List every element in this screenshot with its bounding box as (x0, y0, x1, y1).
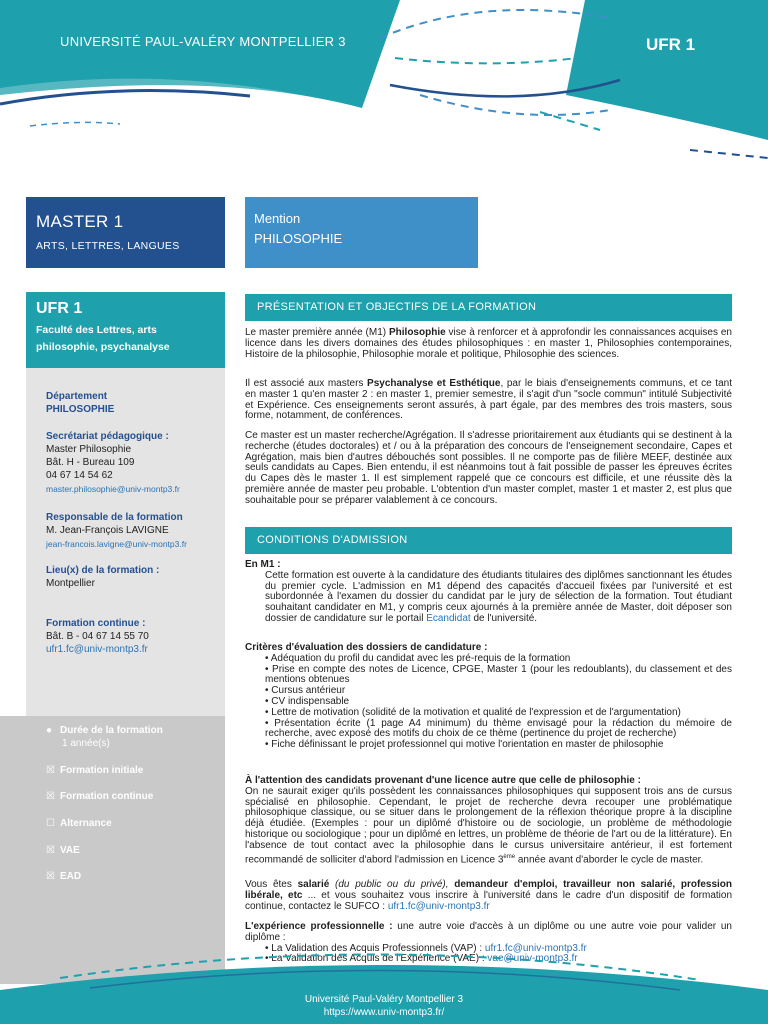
fc-email-link[interactable]: ufr1.fc@univ-montp3.fr (46, 644, 148, 655)
footer-website-link[interactable]: https://www.univ-montp3.fr/ (323, 1007, 445, 1018)
option-label: EAD (60, 871, 82, 882)
vae-email-link[interactable]: vae@univ-montp3.fr (487, 953, 578, 965)
secretariat-name: Master Philosophie (46, 444, 132, 455)
fc-label: Formation continue : (46, 618, 146, 629)
admission-other-licence: À l'attention des candidats provenant d'une licence autre que celle de philosophie : On ne saurait exiger qu'ils possèdent les connaissances philosophiques qui supposent trois ans de cursus spécialisé en philosophie. Cependant, le projet de recherche devra recouper une problématique philosophique classique, ou se situer dans le prolongement de la réflexion théorique propre à la discipline déjà étudiée. (Exemples : pour un diplômé d'histoire ou de sociologie, un problème de méthodologie historique ou sociologique ; pour un diplômé en lettres, un problème de théorie de l'art ou de la littérature). En l'absence de tout contact avec la philosophie dans le cursus universitaire antérieur, il est fortement recommandé de solliciter d'abord l'admission en Licence 3ème année avant d'aborder le cycle de master. (245, 775, 732, 865)
mention-label: Mention (254, 211, 301, 226)
presentation-paragraph-1: Le master première année (M1) Philosophie vise à renforcer et à approfondir les connaissances acquises en licence dans les divers domaines des études philosophiques : en master 1, Philosophies contemporaines, Histoire de la philosophie, Philosophie morale et politique, Philosophie des sciences. (245, 327, 732, 360)
criteria-item: • Présentation écrite (1 page A4 minimum) du thème envisagé pour la rédaction du mémoire de recherche, avec exposé des motifs du choix de ce thème (pertinence du projet de recherche) (265, 717, 732, 740)
option-label: VAE (60, 845, 80, 856)
criteria-item: • Prise en compte des notes de Licence, CPGE, Master 1 (pour les redoublants), du classement et des mentions obtenues (265, 663, 732, 686)
master-subtitle: ARTS, LETTRES, LANGUES (36, 240, 180, 252)
presentation-paragraph-2: Il est associé aux masters Psychanalyse et Esthétique, par le biais d'enseignements communs, et ce tant en master 1 qu'en master 2 : en master 1, premier semestre, il s'agit d'un "socle commun" intitulé Subjectivité et Expérience. Ces enseignements seront assurés, à part égale, par des membres des trois masters, sous forme, notamment, de conférences. (245, 378, 732, 422)
checkbox-checked-icon: ☒ (46, 871, 55, 882)
checkbox-empty-icon: ☐ (46, 818, 55, 829)
secretariat-label: Secrétariat pédagogique : (46, 431, 169, 442)
criteria-item: • Lettre de motivation (solidité de la motivation et qualité de l'expression et de l'argumentation) (265, 706, 681, 718)
master-box (26, 197, 225, 268)
sidebar-info (26, 368, 225, 716)
option-alternance (46, 818, 112, 829)
ufr-faculty: Faculté des Lettres, arts philosophie, psychanalyse (36, 324, 170, 353)
checkbox-checked-icon: ☒ (46, 791, 55, 802)
university-name: UNIVERSITÉ PAUL-VALÉRY MONTPELLIER 3 (60, 34, 346, 49)
admission-heading: CONDITIONS D'ADMISSION (245, 527, 732, 554)
ufr-box (26, 292, 225, 368)
footer-university: Université Paul-Valéry Montpellier 3 (304, 994, 464, 1005)
vap-email-link[interactable]: ufr1.fc@univ-montp3.fr (484, 942, 587, 954)
option-ead (46, 871, 81, 882)
criteria-item: • CV indispensable (265, 695, 350, 707)
mention-name: PHILOSOPHIE (254, 231, 343, 246)
admission-salarie: Vous êtes salarié (du public ou du privé), demandeur d'emploi, travailleur non salarié, profession libérale, etc ... et vous souhaitez vous inscrire à l'université dans le cadre d'un dispositif de formation continue, contactez le SUFCO : ufr1.fc@univ-montp3.fr (245, 879, 733, 912)
presentation-heading: PRÉSENTATION ET OBJECTIFS DE LA FORMATION (245, 294, 732, 321)
secretariat-email-link[interactable]: master.philosophie@univ-montp3.fr (46, 484, 180, 494)
master-title: MASTER 1 (36, 212, 124, 231)
criteria-item: • Adéquation du profil du candidat avec les pré-requis de la formation (265, 652, 571, 664)
duree-value: 1 année(s) (62, 738, 110, 749)
ufr-label: UFR 1 (646, 35, 696, 54)
ecandidat-link[interactable]: Ecandidat (426, 612, 471, 624)
lieu-label: Lieu(x) de la formation : (46, 565, 160, 576)
fc-phone: Bât. B - 04 67 14 55 70 (46, 631, 149, 642)
mention-box (245, 197, 478, 268)
checkbox-checked-icon: ☒ (46, 845, 55, 856)
header-banner (0, 0, 768, 170)
admission-experience: L'expérience professionnelle : une autre voie d'accès à un diplôme ou une autre voie pour valider un diplôme : • La Validation des Acquis Professionnels (VAP) : ufr1.fc@univ-montp3.fr • La Validation des Acquis de l'Expérience (VAE) : vae@univ-montp3.fr (245, 921, 732, 965)
sufco-email-link[interactable]: ufr1.fc@univ-montp3.fr (387, 900, 490, 912)
criteria-item: • Fiche définissant le projet professionnel qui motive l'orientation en master de philosophie (265, 739, 664, 751)
responsable-name: M. Jean-François LAVIGNE (46, 525, 169, 536)
secretariat-phone: 04 67 14 54 62 (46, 470, 113, 481)
presentation-paragraph-3: Ce master est un master recherche/Agrégation. Il s'adresse prioritairement aux étudiants qui se destinent à la recherche (études doctorales) et / ou à la préparation des concours de l'enseignement secondaire, Capes et Agrégation, mais bien d'autres débouchés sont possibles. Il ne comporte pas de filière MEEF, destinée aux seuls candidats au Capes. Bien entendu, il est néanmoins tout à fait possible de passer les épreuves écrites du Capes dès le master 1. Il est simplement rappelé que ce concours est difficile, et une réussite dès la première année de master peu probable. L'obtention d'un master complet, master 1 et master 2, est plus que souhaitable pour se préparer valablement à ce concours. (245, 430, 732, 506)
admission-m1: En M1 : Cette formation est ouverte à la candidature des étudiants titulaires des diplômes sanctionnant les études du premier cycle. L'admission en M1 dépend des capacités d'accueil fixées par l'université et est subordonnée à l'examen du dossier du candidat par le jury de sélection de la formation. Tout étudiant souhaitant candidater en M1, y compris ceux ajournés à la première année de Master, doit déposer son dossier de candidature sur le portail Ecandidat de l'université. (245, 559, 732, 624)
option-label: Formation initiale (60, 765, 144, 776)
option-formation-initiale (46, 765, 143, 776)
duree-label: Durée de la formation (60, 725, 163, 736)
dept-name: PHILOSOPHIE (46, 404, 115, 415)
sidebar-options (0, 716, 225, 984)
responsable-label: Responsable de la formation (46, 512, 183, 523)
dept-label: Département (46, 391, 108, 402)
checkbox-checked-icon: ☒ (46, 765, 55, 776)
bullet-icon: ● (46, 725, 53, 736)
admission-criteria: Critères d'évaluation des dossiers de candidature : • Adéquation du profil du candidat avec les pré-requis de la formation • Prise en compte des notes de Licence, CPGE, Master 1 (pour les redoublants), du classement et des mentions obtenues • Cursus antérieur • CV indispensable • Lettre de motivation (solidité de la motivation et qualité de l'expression et de l'argumentation) • Présentation écrite (1 page A4 minimum) du thème envisagé pour la rédaction du mémoire de recherche, avec exposé des motifs du choix de ce thème (pertinence du projet de recherche) • Fiche définissant le projet professionnel qui motive l'orientation en master de philosophie (245, 642, 732, 751)
ufr-title: UFR 1 (36, 300, 83, 317)
duree-item (46, 725, 163, 736)
option-label: Formation continue (60, 791, 154, 802)
secretariat-office: Bât. H - Bureau 109 (46, 457, 135, 468)
lieu-value: Montpellier (46, 578, 95, 589)
option-vae (46, 845, 80, 856)
criteria-item: • Cursus antérieur (265, 685, 346, 697)
responsable-email-link[interactable]: jean-francois.lavigne@univ-montp3.fr (46, 539, 187, 549)
option-label: Alternance (60, 818, 112, 829)
option-formation-continue (46, 791, 153, 802)
